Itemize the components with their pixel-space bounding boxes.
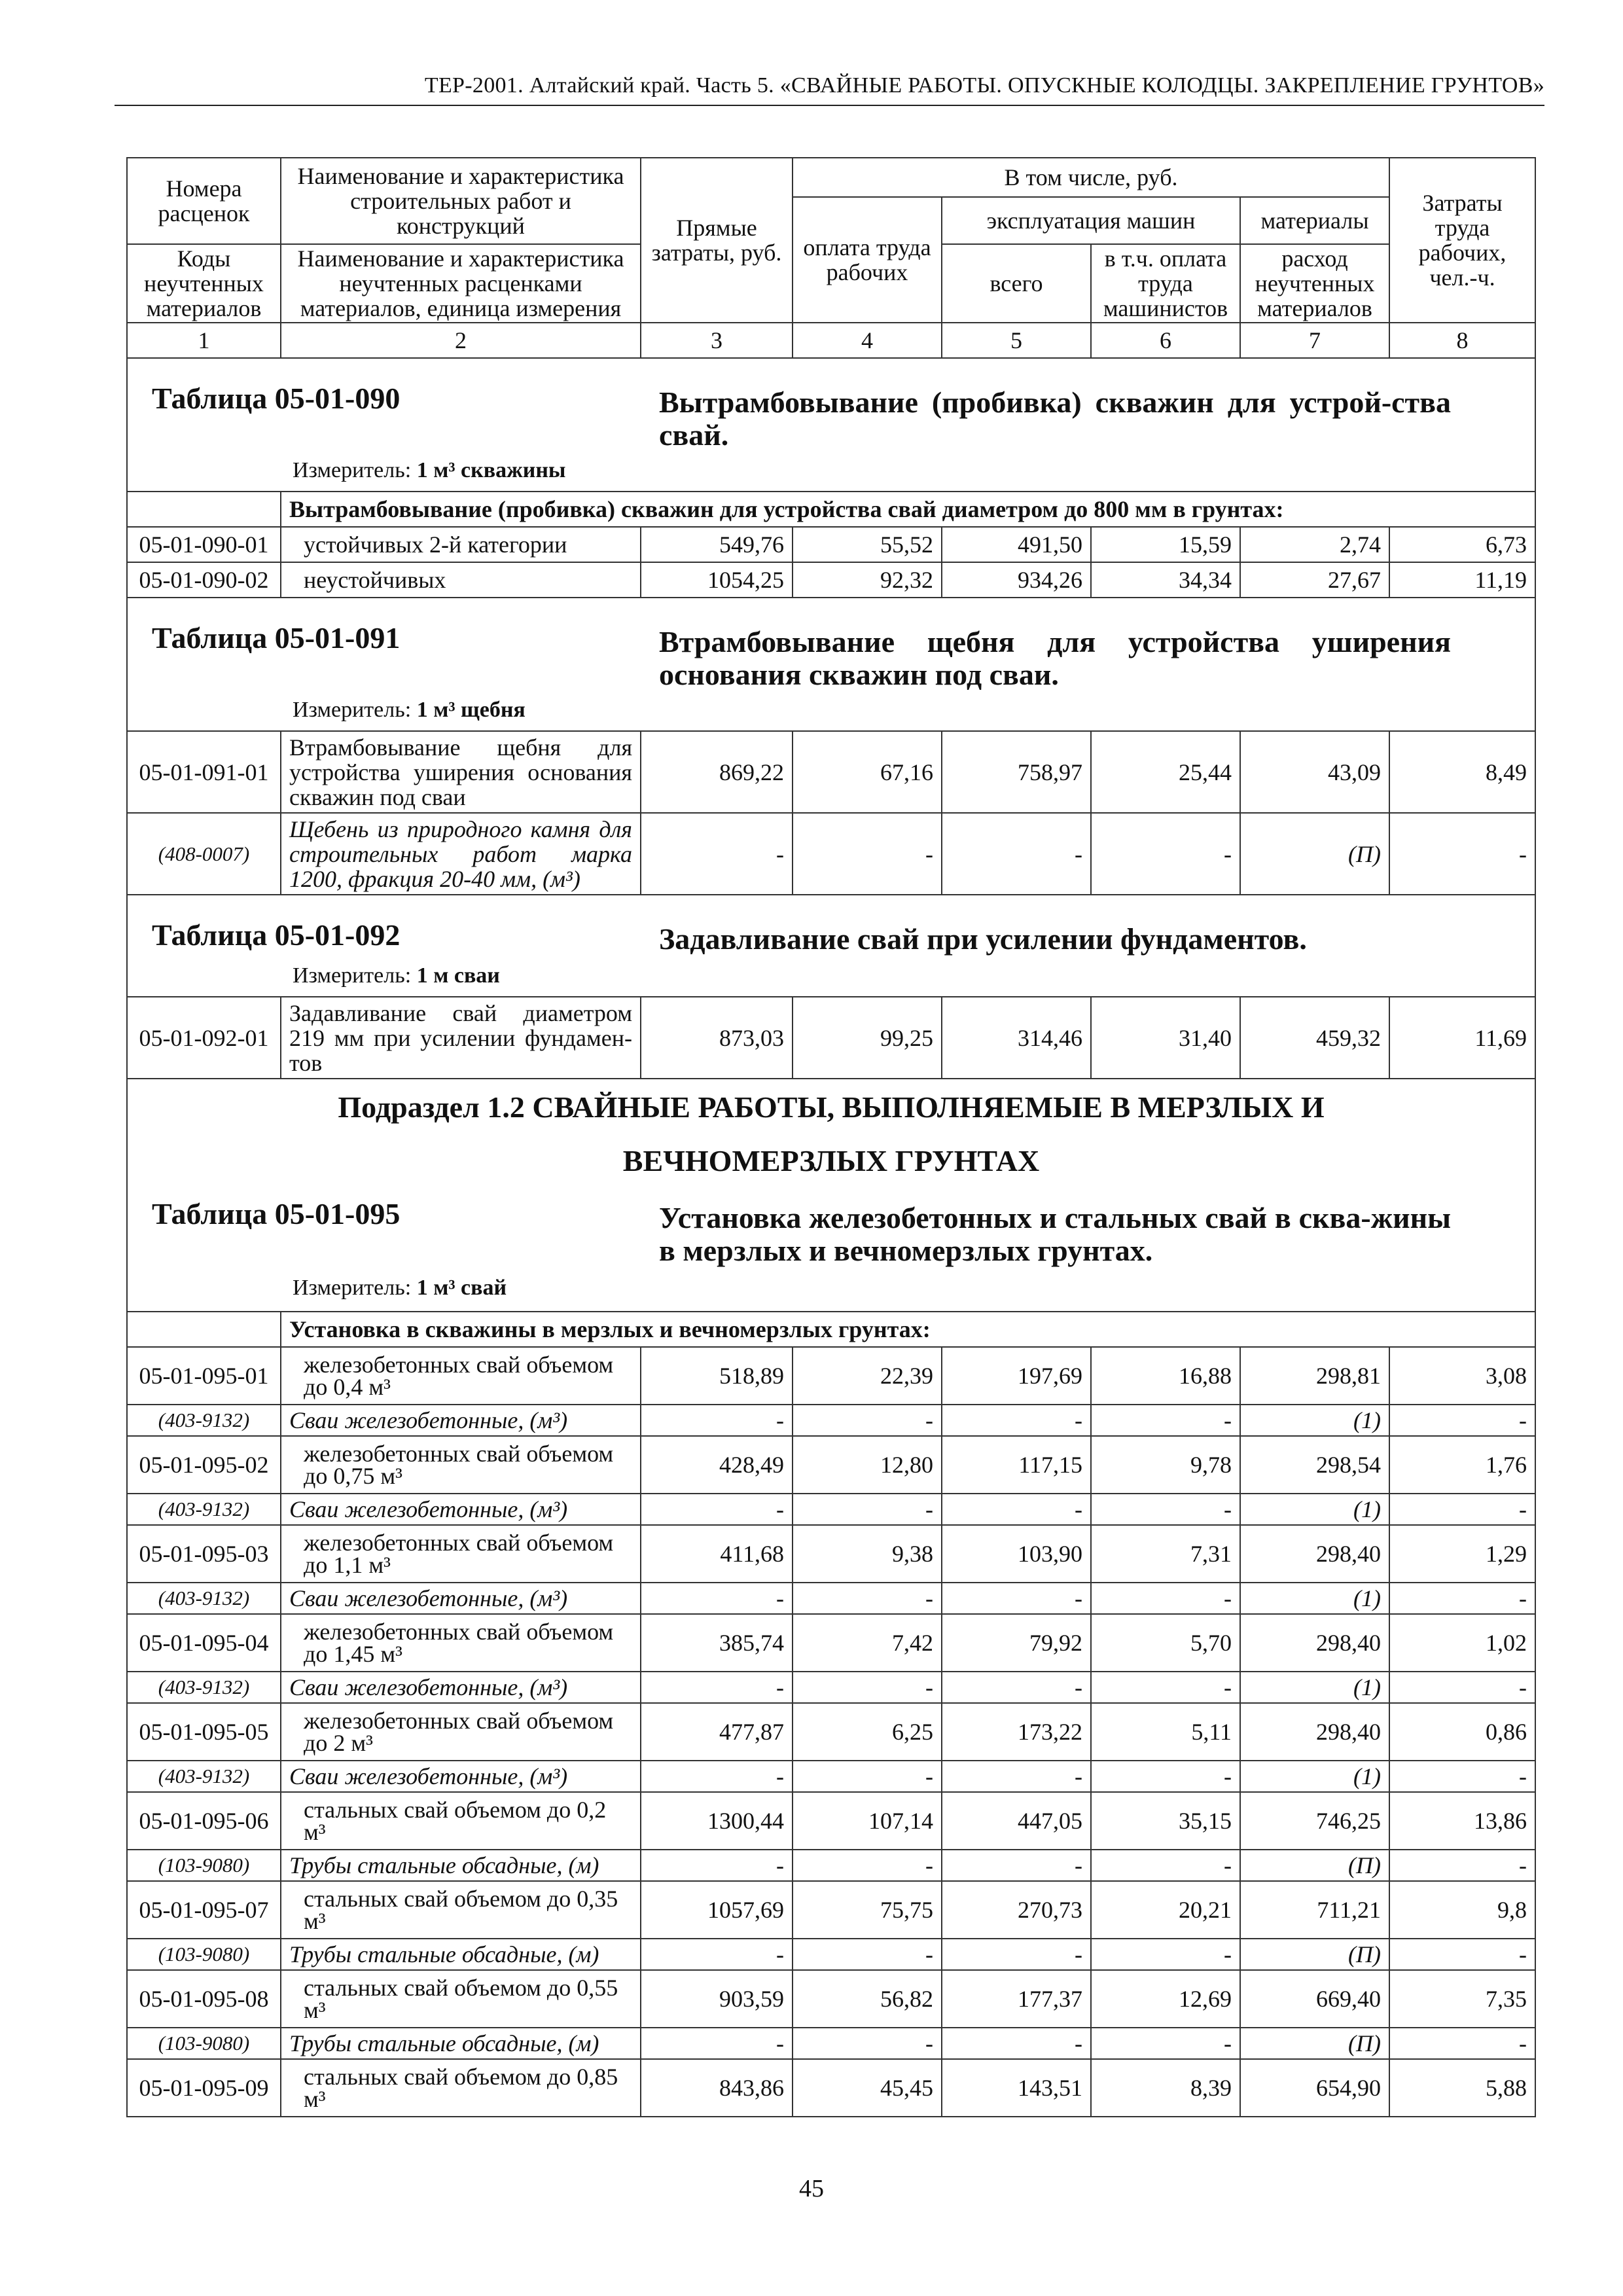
material-row: (403-9132) Сваи железобетонные, (м³) - - - - (1) - bbox=[127, 1672, 1535, 1703]
table-090-title: Вытрамбовывание (пробивка) скважин для устрой-ства свай. bbox=[659, 386, 1451, 452]
page-header: ТЕР-2001. Алтайский край. Часть 5. «СВАЙНЫЕ РАБОТЫ. ОПУСКНЫЕ КОЛОДЦЫ. ЗАКРЕПЛЕНИЕ ГРУНТОВ» bbox=[424, 73, 1544, 98]
subsection-title: Подраздел 1.2 СВАЙНЫЕ РАБОТЫ, ВЫПОЛНЯЕМЫЕ В МЕРЗЛЫХ И ВЕЧНОМЕРЗЛЫХ ГРУНТАХ bbox=[338, 1090, 1325, 1177]
table-row: 05-01-095-05 железобетонных свай объемом до 2 м³ 477,87 6,25 173,22 5,11 298,40 0,86 bbox=[127, 1703, 1535, 1761]
col1-top-header: Номера расценок bbox=[127, 158, 281, 244]
material-row: (403-9132) Сваи железобетонные, (м³) - - - - (1) - bbox=[127, 1761, 1535, 1792]
material-row: (403-9132) Сваи железобетонные, (м³) - - - - (1) - bbox=[127, 1583, 1535, 1614]
col-number: 5 bbox=[942, 323, 1091, 358]
table-row: 05-01-090-02 неустойчивых 1054,25 92,32 934,26 34,34 27,67 11,19 bbox=[127, 562, 1535, 598]
table-row: 05-01-095-08 стальных свай объемом до 0,55 м³ 903,59 56,82 177,37 12,69 669,40 7,35 bbox=[127, 1970, 1535, 2028]
table-091-header bbox=[127, 598, 1535, 731]
table-090-subheader: Вытрамбовывание (пробивка) скважин для устройства свай диаметром до 800 мм в грунтах: bbox=[281, 492, 1535, 527]
table-row: 05-01-095-03 железобетонных свай объемом до 1,1 м³ 411,68 9,38 103,90 7,31 298,40 1,29 bbox=[127, 1525, 1535, 1583]
col-number: 4 bbox=[793, 323, 942, 358]
table-095-body bbox=[127, 1347, 1535, 2117]
col2-top-header: Наименование и характеристика строительных работ и конструкций bbox=[281, 158, 641, 244]
col-number: 1 bbox=[127, 323, 281, 358]
machines-header: эксплуатация машин bbox=[942, 197, 1240, 244]
table-row: 05-01-095-06 стальных свай объемом до 0,2 м³ 1300,44 107,14 447,05 35,15 746,25 13,86 bbox=[127, 1792, 1535, 1850]
table-row: 05-01-095-07 стальных свай объемом до 0,35 м³ 1057,69 75,75 270,73 20,21 711,21 9,8 bbox=[127, 1881, 1535, 1939]
col1-bottom-header: Коды неучтенных материалов bbox=[127, 244, 281, 323]
col-number: 2 bbox=[281, 323, 641, 358]
header-rule bbox=[115, 105, 1544, 106]
page-number: 45 bbox=[799, 2175, 824, 2202]
table-092-title: Задавливание свай при усилении фундаментов. bbox=[659, 922, 1307, 956]
col-number: 8 bbox=[1389, 323, 1535, 358]
table-090-header bbox=[127, 358, 1535, 492]
table-095-header bbox=[127, 1079, 1535, 1312]
table-090-unit: Измеритель: 1 м³ скважины bbox=[293, 458, 566, 482]
col2-bottom-header: Наименование и характеристика неучтенных расценками материалов, единица измерения bbox=[281, 244, 641, 323]
table-row: 05-01-095-09 стальных свай объемом до 0,85 м³ 843,86 45,45 143,51 8,39 654,90 5,88 bbox=[127, 2059, 1535, 2117]
col-number: 3 bbox=[641, 323, 793, 358]
material-row: (103-9080) Трубы стальные обсадные, (м) - - - - (П) - bbox=[127, 2028, 1535, 2059]
col8-header: Затраты труда рабочих, чел.-ч. bbox=[1389, 158, 1535, 323]
table-row: 05-01-095-02 железобетонных свай объемом до 0,75 м³ 428,49 12,80 117,15 9,78 298,54 1,76 bbox=[127, 1436, 1535, 1494]
material-row: (103-9080) Трубы стальные обсадные, (м) - - - - (П) - bbox=[127, 1850, 1535, 1881]
table-091-id: Таблица 05-01-091 bbox=[152, 621, 401, 655]
table-091-unit: Измеритель: 1 м³ щебня bbox=[293, 698, 526, 722]
material-row: (103-9080) Трубы стальные обсадные, (м) - - - - (П) - bbox=[127, 1939, 1535, 1970]
table-095-subheader: Установка в скважины в мерзлых и вечномерзлых грунтах: bbox=[281, 1312, 1535, 1347]
table-row: 05-01-091-01 Втрамбовывание щебня для устройства уширения основания скважин под сваи 869,22 67,16 758,97 25,44 43,09 8,49 bbox=[127, 731, 1535, 813]
col3-header: Прямые затраты, руб. bbox=[641, 158, 793, 323]
table-092-unit: Измеритель: 1 м сваи bbox=[293, 963, 500, 988]
table-row: 05-01-095-04 железобетонных свай объемом до 1,45 м³ 385,74 7,42 79,92 5,70 298,40 1,02 bbox=[127, 1614, 1535, 1672]
col5-header: всего bbox=[942, 244, 1091, 323]
table-row: 05-01-090-01 устойчивых 2-й категории 549,76 55,52 491,50 15,59 2,74 6,73 bbox=[127, 527, 1535, 562]
table-row: 05-01-092-01 Задавливание свай диаметром 219 мм при усилении фундамен-тов 873,03 99,25 314,46 31,40 459,32 11,69 bbox=[127, 997, 1535, 1079]
material-row: (403-9132) Сваи железобетонные, (м³) - - - - (1) - bbox=[127, 1405, 1535, 1436]
materials-header: материалы bbox=[1240, 197, 1389, 244]
table-row: 05-01-095-01 железобетонных свай объемом до 0,4 м³ 518,89 22,39 197,69 16,88 298,81 3,08 bbox=[127, 1347, 1535, 1405]
table-091-title: Втрамбовывание щебня для устройства уширения основания скважин под сваи. bbox=[659, 625, 1451, 691]
rates-table bbox=[126, 157, 1536, 2117]
table-095-unit: Измеритель: 1 м³ свай bbox=[293, 1276, 507, 1300]
col4-header: оплата труда рабочих bbox=[793, 197, 942, 323]
material-row: (408-0007) Щебень из природного камня для строительных работ марка 1200, фракция 20-40 мм, (м³) - - - - (П) - bbox=[127, 813, 1535, 895]
table-095-title: Установка железобетонных и стальных свай в сква-жины в мерзлых и вечномерзлых грунтах. bbox=[659, 1201, 1451, 1267]
col-number: 7 bbox=[1240, 323, 1389, 358]
table-090-id: Таблица 05-01-090 bbox=[152, 382, 401, 415]
table-092-header bbox=[127, 895, 1535, 997]
table-095-id: Таблица 05-01-095 bbox=[152, 1197, 401, 1230]
col6-header: в т.ч. оплата труда машинистов bbox=[1091, 244, 1240, 323]
group-header: В том числе, руб. bbox=[793, 158, 1389, 197]
col-number: 6 bbox=[1091, 323, 1240, 358]
material-row: (403-9132) Сваи железобетонные, (м³) - - - - (1) - bbox=[127, 1494, 1535, 1525]
table-092-id: Таблица 05-01-092 bbox=[152, 918, 401, 952]
col7-header: расход неучтенных материалов bbox=[1240, 244, 1389, 323]
